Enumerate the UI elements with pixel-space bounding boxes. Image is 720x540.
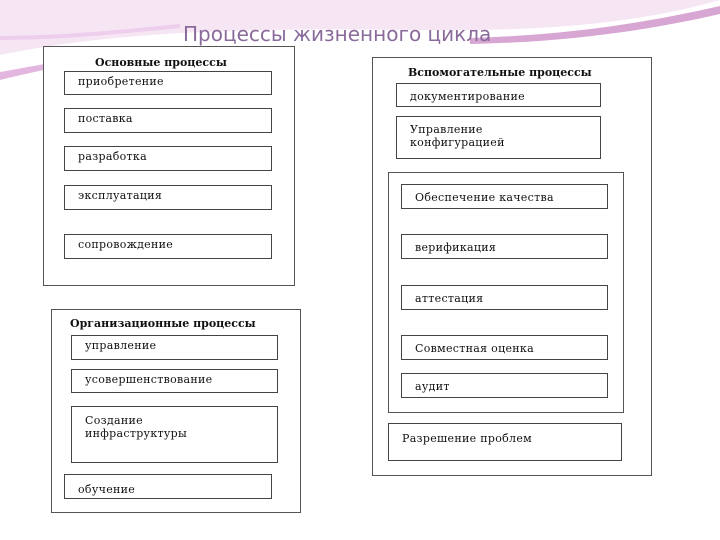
process-acquisition: приобретение (64, 71, 272, 95)
process-improvement: усовершенствование (71, 369, 278, 393)
process-maintenance: сопровождение (64, 234, 272, 259)
organizational-processes-title: Организационные процессы (70, 317, 256, 330)
process-joint-review: Совместная оценка (401, 335, 608, 360)
slide-title: Процессы жизненного цикла (183, 22, 492, 46)
process-documentation: документирование (396, 83, 601, 107)
process-audit: аудит (401, 373, 608, 398)
process-development: разработка (64, 146, 272, 171)
process-quality-assurance: Обеспечение качества (401, 184, 608, 209)
main-processes-title: Основные процессы (95, 56, 227, 69)
process-supply: поставка (64, 108, 272, 133)
supporting-processes-title: Вспомогательные процессы (408, 66, 592, 79)
process-problem-resolution: Разрешение проблем (388, 423, 622, 461)
process-training: обучение (64, 474, 272, 499)
process-operation: эксплуатация (64, 185, 272, 210)
process-infrastructure: Создание инфраструктуры (71, 406, 278, 463)
process-verification: верификация (401, 234, 608, 259)
process-management: управление (71, 335, 278, 360)
process-validation: аттестация (401, 285, 608, 310)
process-configuration-management: Управление конфигурацией (396, 116, 601, 159)
